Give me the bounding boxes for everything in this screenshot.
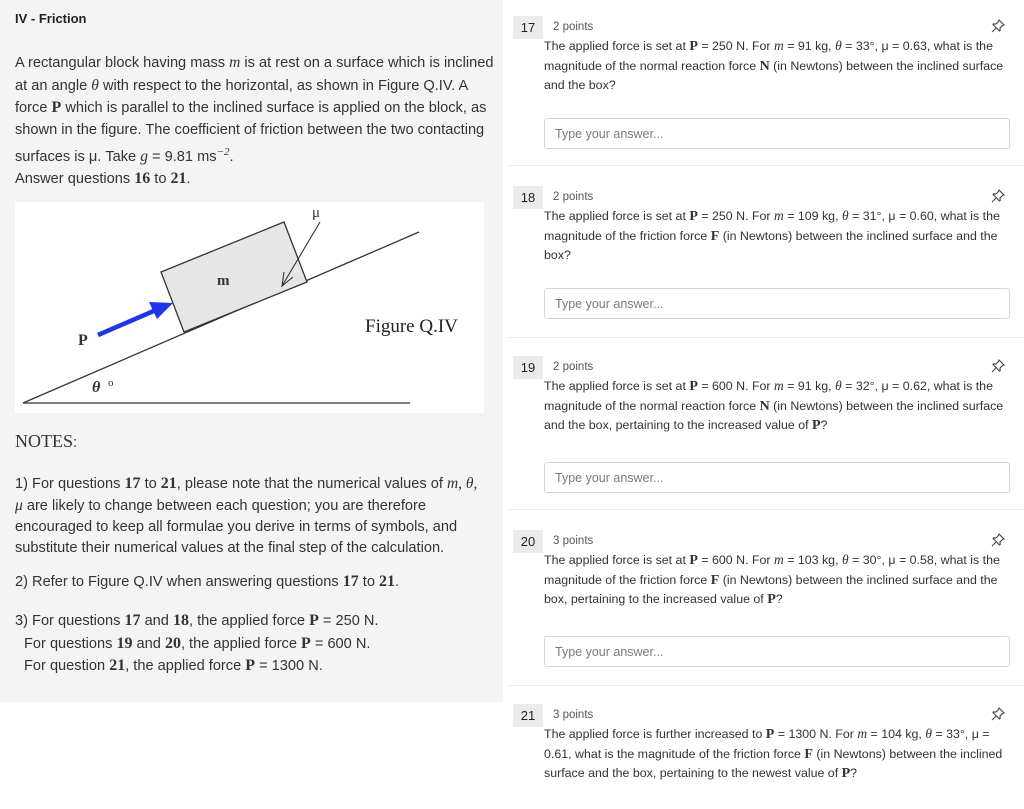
text: The applied force is set at	[544, 39, 690, 53]
text: = 109 kg,	[783, 209, 842, 223]
note-text: = 250 N.	[318, 613, 379, 629]
symbol-theta: θ	[925, 726, 932, 741]
note-text: , please note that the numerical values of	[176, 476, 447, 492]
question-ref: 20	[164, 634, 181, 652]
question-number: 21	[513, 704, 543, 727]
intro-text: = 9.81 ms	[147, 148, 217, 165]
symbol-force: F	[710, 228, 720, 244]
text: = 33°,	[931, 727, 972, 741]
note-3-line-1	[15, 613, 378, 629]
intro-text: is at rest on a surface which is inclined at an angle	[15, 55, 494, 94]
intro-text: . Take	[97, 148, 141, 165]
text: = 250 N. For	[697, 39, 774, 53]
symbol-theta: θ	[841, 552, 849, 567]
text: The applied force is further increased to	[544, 727, 766, 741]
question-ref: 17	[342, 573, 359, 590]
question-21	[508, 704, 1020, 804]
force-label: P	[78, 332, 88, 349]
note-text: = 1300 N.	[255, 658, 323, 674]
question-18	[508, 186, 1020, 326]
symbol-P: P	[689, 39, 698, 54]
symbol-g: g	[140, 147, 148, 165]
symbol-P: P	[689, 379, 698, 394]
note-text: = 600 N.	[310, 635, 371, 652]
question-17	[508, 16, 1020, 156]
symbol-P: P	[51, 99, 62, 117]
question-ref: 21	[170, 170, 187, 188]
symbol-P: P	[841, 766, 851, 782]
answer-input[interactable]	[544, 118, 1010, 149]
question-ref: 21	[160, 475, 177, 492]
intro-text: Answer questions	[15, 171, 135, 188]
text: = 103 kg,	[783, 553, 842, 567]
pin-icon[interactable]	[990, 706, 1006, 722]
note-text: to	[140, 476, 161, 492]
pin-icon[interactable]	[990, 18, 1006, 34]
question-ref: 18	[172, 612, 189, 629]
text: = 91 kg,	[783, 379, 836, 393]
symbol-P: P	[765, 727, 775, 742]
question-points: 2 points	[553, 361, 594, 373]
note-3-line-3	[15, 655, 485, 678]
symbol-P: P	[811, 418, 821, 434]
question-number: 19	[513, 356, 543, 379]
intro-text: which is parallel to the inclined surface is applied on the block, as shown in the figure. The coefficient of friction between the two contacting surfaces is	[15, 100, 487, 165]
symbol-P: P	[689, 209, 698, 224]
symbol-P: P	[245, 657, 256, 674]
note-text: For question	[24, 658, 110, 674]
block	[161, 222, 307, 332]
symbol-P: P	[767, 592, 776, 608]
text: (in Newtons) between the inclined surface and the box,	[544, 398, 1004, 433]
text: ?	[850, 766, 858, 781]
symbol-m: m	[229, 54, 241, 71]
symbol-theta: θ	[841, 208, 849, 223]
question-number: 17	[513, 16, 543, 39]
note-text: , the applied force	[180, 635, 302, 652]
symbol-m: m	[774, 208, 784, 223]
text: = 0.62, what is the magnitude of the normal reaction force	[544, 379, 993, 413]
question-points: 2 points	[553, 191, 594, 203]
text: = 31°,	[848, 209, 889, 223]
text: ?	[775, 592, 783, 607]
question-ref: 17	[124, 612, 141, 629]
symbol-theta: θ	[91, 76, 99, 94]
text: = 0.61, what is the magnitude of the friction force	[544, 727, 990, 761]
text: = 1300 N. For	[774, 727, 858, 741]
text: = 600 N. For	[697, 379, 774, 393]
question-number: 20	[513, 530, 543, 553]
mu-label: μ	[312, 205, 321, 221]
question-points: 2 points	[553, 21, 594, 33]
text: = 600 N. For	[697, 553, 774, 567]
figure-q-iv	[15, 202, 484, 413]
text: The applied force is set at	[544, 379, 690, 393]
question-19	[508, 356, 1020, 496]
note-text: and	[140, 613, 173, 629]
symbol-m: m	[774, 38, 784, 53]
answer-input[interactable]	[544, 462, 1010, 493]
note-text: 1) For questions	[15, 476, 125, 492]
note-3-line-2	[15, 633, 485, 656]
note-3	[15, 610, 485, 678]
question-ref: 16	[134, 170, 151, 188]
text: pertaining to the increased value of	[615, 418, 812, 433]
left-panel	[0, 0, 503, 702]
question-ref: 19	[116, 634, 133, 652]
note-text: , the applied force	[125, 658, 246, 674]
answer-input[interactable]	[544, 288, 1010, 319]
notes-colon: :	[73, 434, 78, 451]
notes-heading	[15, 431, 77, 452]
question-ref: 21	[109, 657, 126, 674]
question-separator	[508, 509, 1024, 510]
note-text: .	[395, 574, 400, 590]
text: The applied force is set at	[544, 553, 690, 567]
pin-icon[interactable]	[990, 188, 1006, 204]
text: (in Newtons) between the inclined surface and the box?	[544, 228, 998, 263]
text: pertaining to the newest value of	[659, 766, 842, 781]
symbols: m, θ, μ	[15, 475, 478, 514]
symbol-theta: θ	[835, 38, 842, 53]
text: (in Newtons) between the inclined surface and the box,	[544, 572, 998, 607]
superscript: −2	[216, 145, 230, 158]
notes-title: NOTES	[15, 431, 73, 451]
text: (in Newtons) between the inclined surface and the box?	[544, 58, 1004, 93]
intro-text: .	[229, 148, 234, 165]
symbol-force: F	[710, 572, 720, 588]
note-text: are likely to change between each question; you are therefore encouraged to keep all formulae you derive in terms of symbols, and substitute their numerical values at the final step of the calculation.	[15, 498, 458, 556]
symbol-m: m	[774, 378, 784, 393]
symbol-force: N	[759, 398, 770, 414]
question-number: 18	[513, 186, 543, 209]
text: = 0.63, what is the magnitude of the normal reaction force	[544, 39, 993, 73]
text: = 30°,	[848, 553, 889, 567]
symbol-force: F	[804, 746, 813, 762]
symbol-mu: μ	[88, 148, 98, 165]
answer-input[interactable]	[544, 636, 1010, 667]
degree-symbol: o	[108, 377, 114, 389]
question-20	[508, 530, 1020, 670]
symbol-P: P	[309, 612, 319, 629]
note-1	[15, 473, 485, 559]
question-separator	[508, 685, 1024, 686]
text: = 0.58, what is the magnitude of the friction force	[544, 553, 1000, 587]
inclined-plane-diagram	[15, 202, 484, 413]
question-ref: 21	[379, 573, 395, 590]
text: pertaining to the increased value of	[570, 592, 768, 607]
question-separator	[508, 165, 1024, 166]
text: ?	[820, 418, 828, 433]
note-2	[15, 571, 485, 593]
text: (in Newtons) between the inclined surface and the box,	[544, 746, 1003, 781]
pin-icon[interactable]	[990, 358, 1006, 374]
note-text: 3) For questions	[15, 613, 125, 629]
problem-statement	[15, 52, 495, 191]
mass-label: m	[217, 273, 230, 289]
text: = 91 kg,	[783, 39, 836, 53]
intro-text: with respect to the horizontal, as shown in Figure Q.IV. A force	[15, 77, 468, 117]
question-text	[544, 550, 1014, 610]
symbol-P: P	[689, 553, 698, 568]
intro-text: A rectangular block having mass	[15, 55, 230, 71]
symbol-theta: θ	[835, 378, 842, 393]
symbol-P: P	[301, 634, 311, 652]
text: = 250 N. For	[697, 209, 774, 223]
text: = 0.60, what is the magnitude of the friction force	[544, 209, 1000, 243]
text: = 104 kg,	[867, 727, 926, 741]
question-text	[544, 376, 1014, 436]
note-text: , the applied force	[188, 613, 310, 629]
intro-text: to	[150, 171, 171, 188]
question-points: 3 points	[553, 535, 594, 547]
symbol-m: m	[774, 552, 784, 567]
symbol-mu: μ	[888, 209, 896, 223]
text: The applied force is set at	[544, 209, 690, 223]
question-ref: 17	[124, 475, 141, 492]
symbol-mu: μ	[881, 39, 889, 53]
note-text: and	[132, 635, 165, 652]
symbol-mu: μ	[888, 553, 896, 567]
text: = 33°,	[841, 39, 882, 53]
symbol-mu: μ	[971, 727, 979, 741]
note-text: to	[358, 574, 379, 590]
section-title: IV - Friction	[15, 11, 87, 26]
note-text: 2) Refer to Figure Q.IV when answering questions	[15, 574, 343, 590]
question-text	[544, 36, 1014, 96]
pin-icon[interactable]	[990, 532, 1006, 548]
question-points: 3 points	[553, 709, 594, 721]
symbol-force: N	[759, 58, 770, 74]
note-text: For questions	[24, 635, 117, 652]
symbol-m: m	[857, 726, 868, 741]
force-arrow-line	[98, 310, 156, 335]
figure-caption: Figure Q.IV	[365, 316, 458, 337]
question-text	[544, 206, 1014, 266]
question-separator	[508, 337, 1024, 338]
angle-label: θ	[92, 379, 101, 396]
symbol-mu: μ	[881, 379, 889, 393]
text: = 32°,	[841, 379, 882, 393]
intro-text: .	[186, 171, 191, 188]
question-text	[544, 724, 1014, 784]
